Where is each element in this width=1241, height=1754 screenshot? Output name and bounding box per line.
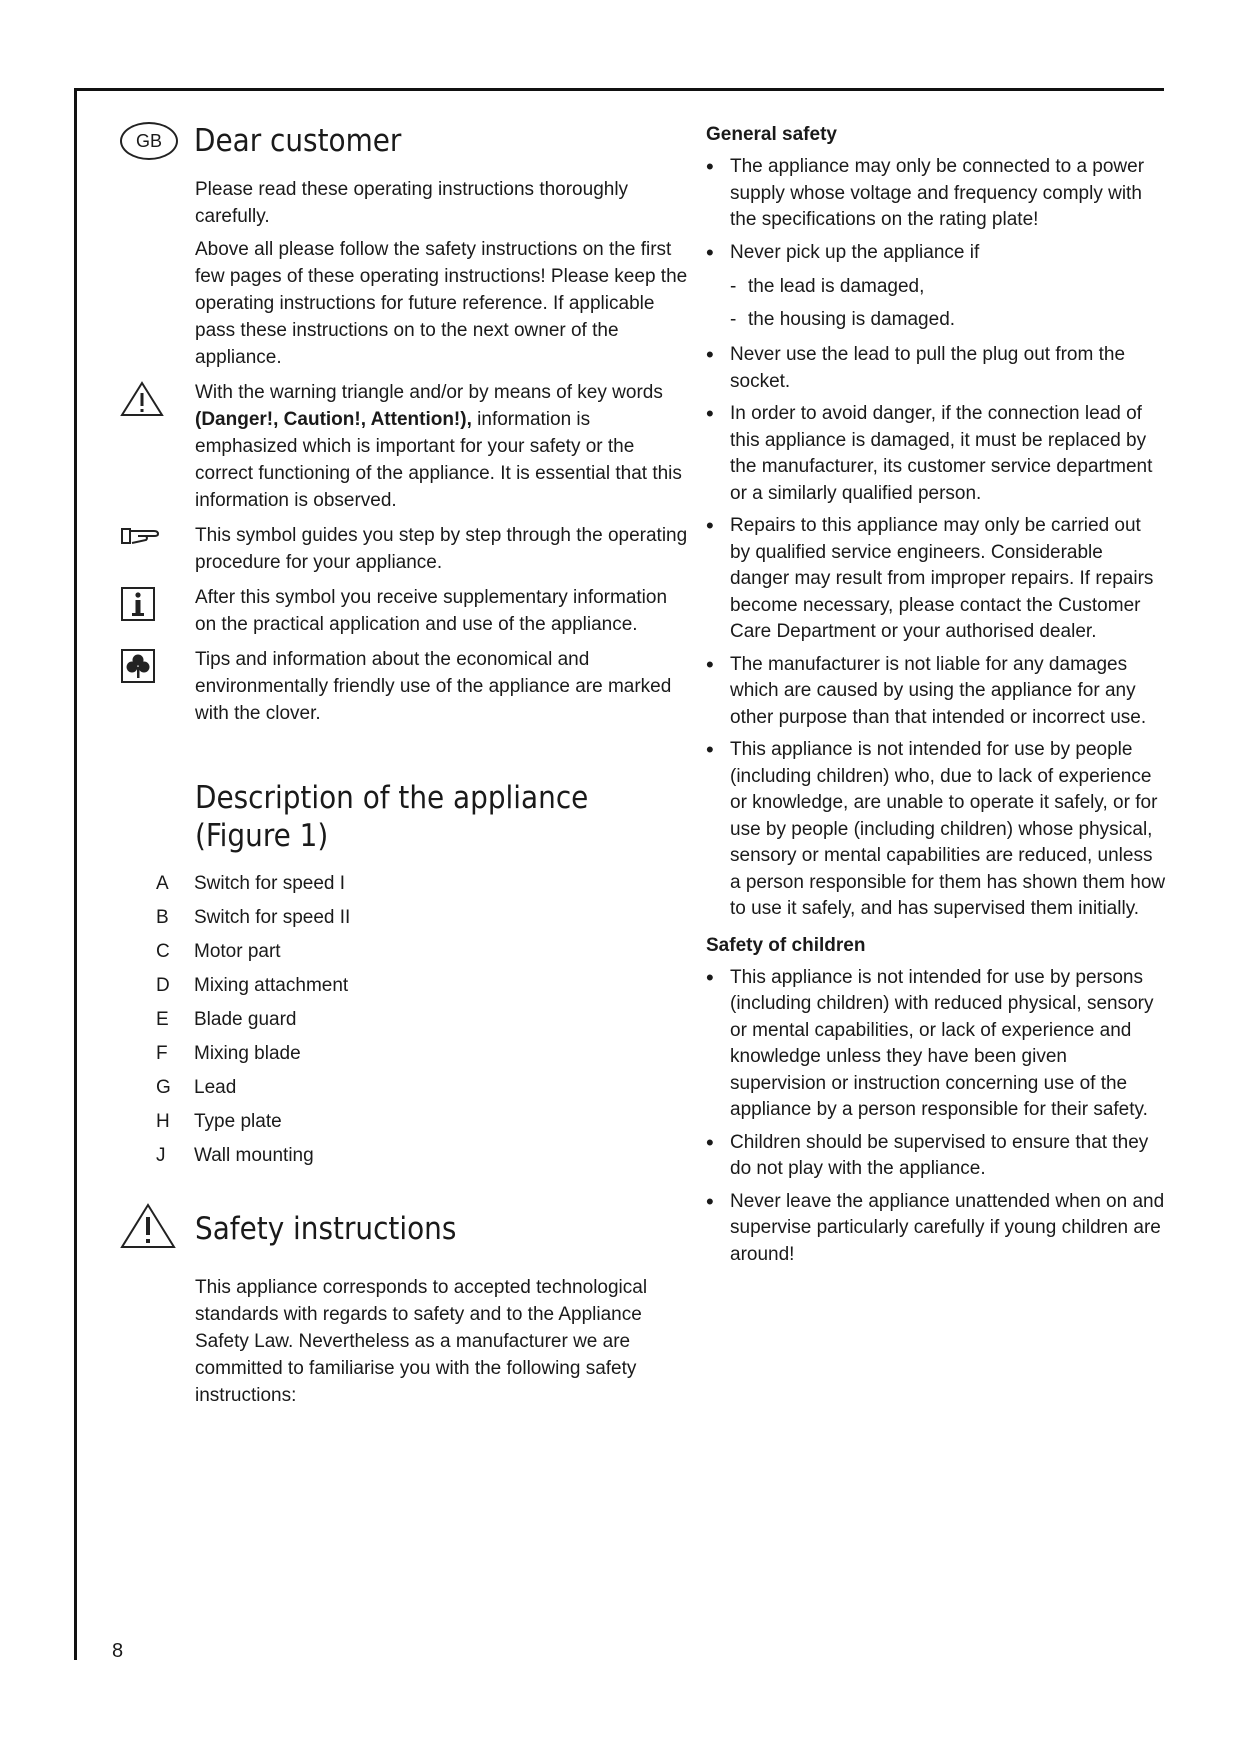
list-item: D Mixing attachment <box>156 975 349 996</box>
warning-triangle-icon <box>120 379 195 417</box>
safety-intro: This appliance corresponds to accepted technological standards with regards to safety and to the Appliance Safety Law. Nevertheless as a manufacturer we are committed to familiarise you with the following safety instructions: <box>195 1277 648 1406</box>
left-column <box>120 122 690 1409</box>
warning-note-text: With the warning triangle and/or by means of key words (Danger!, Caution!, Attention!), information is emphasized which is important for your safety or the correct functioning of the appliance. It is essential that this information is observed. <box>195 382 682 511</box>
info-note-text: After this symbol you receive supplementary information on the practical application and use of the appliance. <box>195 587 668 635</box>
language-badge: GB <box>120 122 178 160</box>
general-safety-list <box>706 154 1166 923</box>
pointing-hand-icon <box>120 522 195 546</box>
list-item: • The appliance may only be connected to a power supply whose voltage and frequency comply with the specifications on the rating plate! <box>706 154 1166 234</box>
list-item: J Wall mounting <box>156 1145 314 1166</box>
children-safety-list <box>706 965 1166 1269</box>
safety-header <box>120 1203 690 1254</box>
intro-header <box>120 122 690 160</box>
list-item: • Never pick up the appliance if - the lead is damaged, - the housing is damaged. <box>706 240 1166 337</box>
list-item: C Motor part <box>156 941 281 962</box>
frame-left-rule <box>74 88 77 1660</box>
list-item: • Children should be supervised to ensure that they do not play with the appliance. <box>706 1130 1166 1183</box>
children-safety-title: Safety of children <box>706 934 866 956</box>
clover-icon <box>120 646 195 684</box>
list-item: • Never leave the appliance unattended when on and supervise particularly carefully if young children are around! <box>706 1189 1166 1269</box>
list-item: B Switch for speed II <box>156 907 351 928</box>
step-note-text: This symbol guides you step by step through the operating procedure for your appliance. <box>195 525 688 573</box>
intro-title: Dear customer <box>194 123 402 159</box>
list-item: E Blade guard <box>156 1009 297 1030</box>
list-item: A Switch for speed I <box>156 873 346 894</box>
clover-note-text: Tips and information about the economical and environmentally friendly use of the appliance are marked with the clover. <box>195 649 672 724</box>
clover-note <box>120 646 690 727</box>
info-note <box>120 584 690 638</box>
warning-keywords: (Danger!, Caution!, Attention!), <box>195 409 472 430</box>
warning-note <box>120 379 690 514</box>
safety-title: Safety instructions <box>195 1210 457 1247</box>
sub-list-item: - the housing is damaged. <box>730 303 1166 336</box>
list-item: • This appliance is not intended for use by persons (including children) with reduced physical, sensory or mental capabilities, or lack of experience and knowledge unless they have been given supervision or instruction concerning use of the appliance by a person responsible for their safety. <box>706 965 1166 1124</box>
list-item: • Repairs to this appliance may only be carried out by qualified service engineers. Considerable danger may result from improper repairs. If repairs become necessary, please contact the Customer Care Department or your authorised dealer. <box>706 513 1166 646</box>
sub-list <box>730 270 1166 336</box>
intro-paragraph-1: Please read these operating instructions thoroughly carefully. <box>195 179 629 227</box>
parts-list <box>156 867 690 1173</box>
page-number: 8 <box>112 1640 124 1662</box>
list-item: G Lead <box>156 1077 237 1098</box>
list-item: • The manufacturer is not liable for any damages which are caused by using the appliance for any other purpose than that intended or incorrect use. <box>706 652 1166 732</box>
description-title: Description of the appliance (Figure 1) <box>195 780 589 854</box>
frame-top-rule <box>74 88 1164 91</box>
step-note <box>120 522 690 576</box>
info-icon <box>120 584 195 622</box>
warning-triangle-icon <box>120 1203 187 1254</box>
list-item: • In order to avoid danger, if the connection lead of this appliance is damaged, it must be replaced by the manufacturer, its customer service department or a similarly qualified person. <box>706 401 1166 507</box>
list-item: • Never use the lead to pull the plug out from the socket. <box>706 342 1166 395</box>
right-column <box>706 122 1166 1274</box>
list-item: • This appliance is not intended for use by people (including children) who, due to lack of experience or knowledge, are unable to operate it safely, or for use by people (including children) whose physical, sensory or mental capabilities are reduced, unless a person responsible for them has shown them how to use it safely, and has supervised them initially. <box>706 737 1166 923</box>
list-item: F Mixing blade <box>156 1043 301 1064</box>
sub-list-item: - the lead is damaged, <box>730 270 1166 303</box>
general-safety-title: General safety <box>706 124 837 145</box>
intro-paragraph-2: Above all please follow the safety instructions on the first few pages of these operating instructions! Please keep the operating instructions for future reference. If applicable pass these instructions on to the next owner of the appliance. <box>195 239 688 368</box>
list-item: H Type plate <box>156 1111 282 1132</box>
